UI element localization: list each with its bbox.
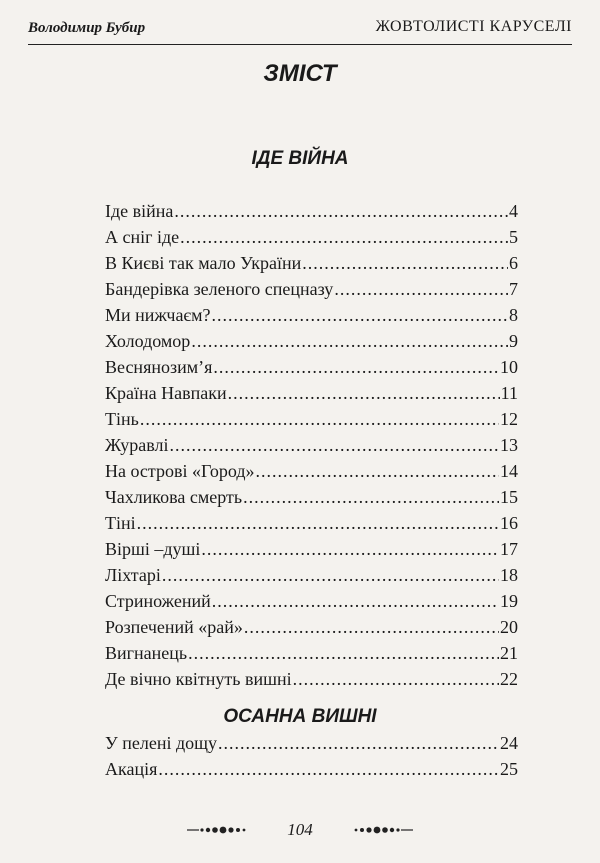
toc-entry bbox=[105, 666, 518, 692]
toc-entry-page: 7 bbox=[509, 279, 518, 299]
toc-entry-page: 22 bbox=[500, 669, 518, 689]
toc-entry-title: Ми нижчаєм? bbox=[105, 305, 211, 325]
toc-entry-page: 5 bbox=[509, 227, 518, 247]
toc-entry-page: 19 bbox=[500, 591, 518, 611]
toc-entry-title: Стриножений bbox=[105, 591, 211, 611]
header-book-title: ЖОВТОЛИСТІ КАРУСЕЛІ bbox=[375, 18, 572, 35]
toc-entry-page: 4 bbox=[509, 201, 518, 221]
toc-leader-dots bbox=[244, 614, 499, 640]
toc-leader-dots bbox=[158, 756, 499, 782]
toc-leader-dots bbox=[212, 588, 499, 614]
toc-entry bbox=[105, 614, 518, 640]
toc-entry-title: Країна Навпаки bbox=[105, 383, 227, 403]
toc-entry bbox=[105, 562, 518, 588]
toc-entry-page: 14 bbox=[500, 461, 518, 481]
toc-leader-dots bbox=[212, 302, 508, 328]
page-number: 104 bbox=[287, 820, 313, 839]
toc-entry-page: 15 bbox=[500, 487, 518, 507]
toc-entry-page: 17 bbox=[500, 539, 518, 559]
toc-leader-dots bbox=[201, 536, 499, 562]
toc-leader-dots bbox=[243, 484, 499, 510]
toc-entry-title: Вигнанець bbox=[105, 643, 188, 663]
toc-leader-dots bbox=[213, 354, 499, 380]
toc-entry bbox=[105, 588, 518, 614]
toc-entry-title: Веснянозим’я bbox=[105, 357, 213, 377]
toc-leader-dots bbox=[162, 562, 499, 588]
toc-leader-dots bbox=[180, 224, 508, 250]
toc-entry-title: В Києві так мало України bbox=[105, 253, 302, 273]
toc-leader-dots bbox=[293, 666, 499, 692]
toc-entry bbox=[105, 380, 518, 406]
toc-entry-page: 16 bbox=[500, 513, 518, 533]
running-header bbox=[28, 14, 572, 45]
toc-entry-page: 6 bbox=[509, 253, 518, 273]
toc-entry-page: 11 bbox=[500, 383, 518, 403]
toc-entry-page: 18 bbox=[500, 565, 518, 585]
toc-entry bbox=[105, 484, 518, 510]
toc-entry bbox=[105, 276, 518, 302]
toc-entry bbox=[105, 458, 518, 484]
toc-leader-dots bbox=[169, 432, 499, 458]
toc-entry-title: Розпечений «рай» bbox=[105, 617, 243, 637]
toc-entry bbox=[105, 250, 518, 276]
toc-entry bbox=[105, 224, 518, 250]
section-title-1: ІДЕ ВІЙНА bbox=[251, 148, 349, 169]
toc-leader-dots bbox=[302, 250, 508, 276]
toc-entry-title: Тінь bbox=[105, 409, 139, 429]
toc-entry-page: 24 bbox=[500, 733, 518, 753]
page-title: ЗМІСТ bbox=[263, 60, 337, 87]
toc-entry-page: 21 bbox=[500, 643, 518, 663]
toc-entry-title: Холодомор bbox=[105, 331, 191, 351]
page-footer bbox=[0, 818, 600, 842]
toc-entry-title: У пелені дощу bbox=[105, 733, 217, 753]
toc-entry-page: 25 bbox=[500, 759, 518, 779]
ornament-right-icon bbox=[353, 824, 413, 836]
toc-list-section-2 bbox=[105, 730, 518, 782]
toc-leader-dots bbox=[137, 510, 499, 536]
toc-entry bbox=[105, 510, 518, 536]
toc-entry-page: 10 bbox=[500, 357, 518, 377]
toc-leader-dots bbox=[174, 198, 508, 224]
toc-leader-dots bbox=[334, 276, 508, 302]
toc-entry-title: Де вічно квітнуть вишні bbox=[105, 669, 292, 689]
toc-entry bbox=[105, 328, 518, 354]
toc-entry-page: 8 bbox=[509, 305, 518, 325]
toc-entry bbox=[105, 354, 518, 380]
toc-entry-title: Бандерівка зеленого спецназу bbox=[105, 279, 334, 299]
toc-entry bbox=[105, 730, 518, 756]
toc-entry-title: Журавлі bbox=[105, 435, 169, 455]
toc-leader-dots bbox=[255, 458, 499, 484]
header-author: Володимир Бубир bbox=[28, 20, 146, 36]
toc-entry-title: Чахликова смерть bbox=[105, 487, 243, 507]
toc-leader-dots bbox=[140, 406, 499, 432]
toc-leader-dots bbox=[191, 328, 508, 354]
toc-entry-title: А сніг іде bbox=[105, 227, 180, 247]
toc-entry-page: 13 bbox=[500, 435, 518, 455]
toc-leader-dots bbox=[188, 640, 499, 666]
ornament-left-icon bbox=[187, 824, 247, 836]
toc-entry bbox=[105, 406, 518, 432]
toc-entry-title: Тіні bbox=[105, 513, 136, 533]
toc-list-section-1 bbox=[105, 198, 518, 692]
toc-entry-title: Акація bbox=[105, 759, 158, 779]
toc-entry-title: Іде війна bbox=[105, 201, 174, 221]
toc-entry-title: Вірші –душі bbox=[105, 539, 201, 559]
toc-leader-dots bbox=[218, 730, 499, 756]
toc-entry bbox=[105, 640, 518, 666]
section-title-2: ОСАННА ВИШНІ bbox=[223, 706, 377, 727]
toc-leader-dots bbox=[228, 380, 500, 406]
toc-entry-page: 9 bbox=[509, 331, 518, 351]
toc-entry bbox=[105, 432, 518, 458]
toc-entry bbox=[105, 536, 518, 562]
toc-entry-page: 20 bbox=[500, 617, 518, 637]
toc-entry-title: Ліхтарі bbox=[105, 565, 161, 585]
toc-entry-page: 12 bbox=[500, 409, 518, 429]
toc-entry bbox=[105, 302, 518, 328]
toc-entry bbox=[105, 198, 518, 224]
toc-entry-title: На острові «Город» bbox=[105, 461, 255, 481]
toc-entry bbox=[105, 756, 518, 782]
